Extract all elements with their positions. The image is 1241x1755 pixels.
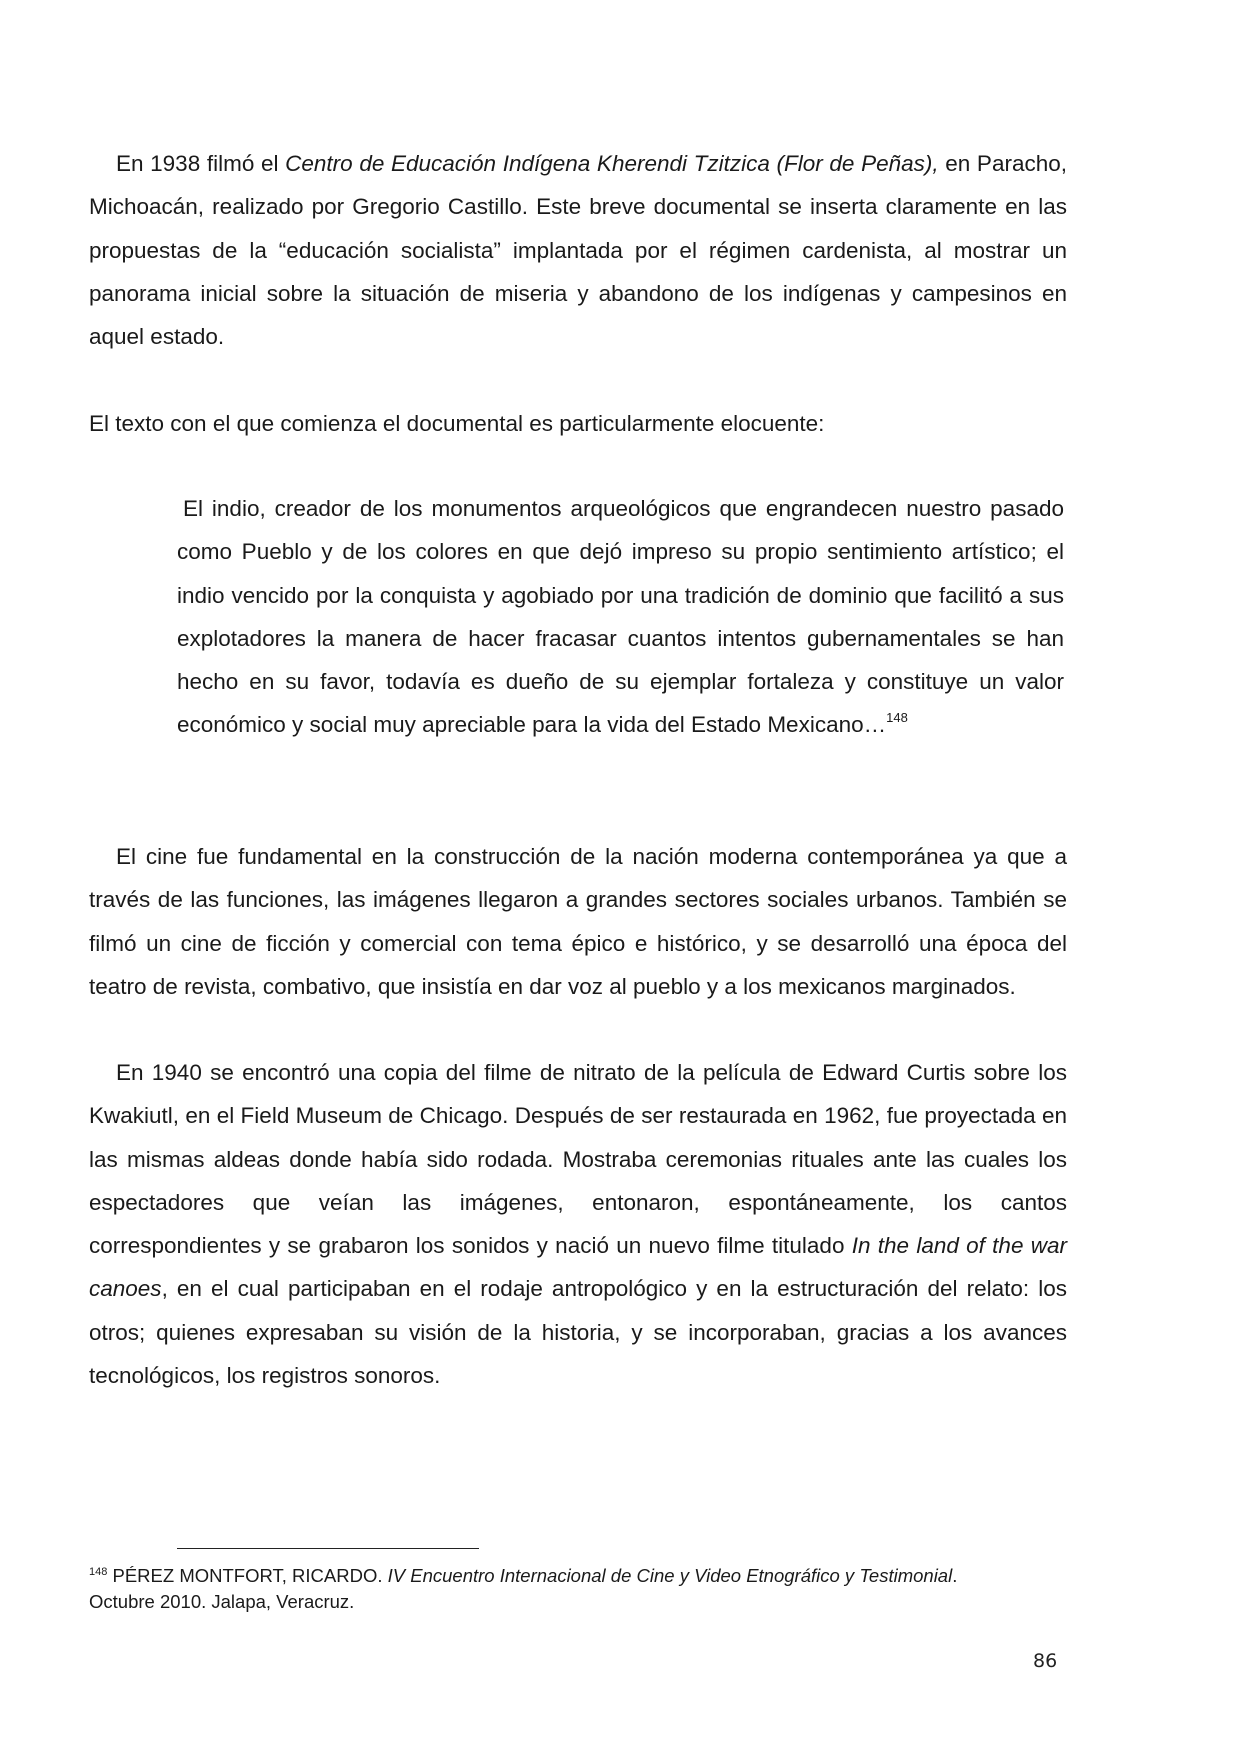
footnote-ref[interactable]: 148 bbox=[886, 710, 908, 726]
footnote-author: PÉREZ MONTFORT, RICARDO. bbox=[107, 1565, 388, 1586]
block-quote bbox=[177, 487, 1064, 747]
p1-text-end: en Paracho, Michoacán, realizado por Gregorio Castillo. Este breve documental se inserta claramente en las propuestas de la “educación socialista” implantada por el régimen cardenista, al mostrar un panorama inicial sobre la situación de miseria y abandono de los indígenas y campesinos en aquel estado. bbox=[89, 151, 1067, 350]
paragraph-1940-curtis bbox=[89, 1051, 1067, 1397]
quote-text: El indio, creador de los monumentos arqueológicos que engrandecen nuestro pasado como Pueblo y de los colores en que dejó impreso su propio sentimiento artístico; el indio vencido por la conquista y agobiado por una tradición de dominio que facilitó a sus explotadores la manera de hacer fracasar cuantos intentos gubernamentales se han hecho en su favor, todavía es dueño de su ejemplar fortaleza y constituye un valor económico y social muy apreciable para la vida del Estado Mexicano… bbox=[177, 496, 1064, 738]
paragraph-cinema-nation: El cine fue fundamental en la construcción de la nación moderna contemporánea ya que a través de las funciones, las imágenes llegaron a grandes sectores sociales urbanos. También se filmó un cine de ficción y comercial con tema épico e histórico, y se desarrolló una época del teatro de revista, combativo, que insistía en dar voz al pueblo y a los mexicanos marginados. bbox=[89, 844, 1067, 999]
p4-text-start: En 1940 se encontró una copia del filme de nitrato de la película de Edward Curtis sobre los Kwakiutl, en el Field Museum de Chicago. Después de ser restaurada en 1962, fue proyectada en las mismas aldeas donde había sido rodada. Mostraba ceremonias rituales ante las cuales los espectadores que veían las imágenes, entonaron, espontáneamente, los cantos correspondientes y se grabaron los sonidos y nació un nuevo filme titulado bbox=[89, 1060, 1067, 1259]
p1-text-start: En 1938 filmó el bbox=[116, 151, 286, 176]
p4-text-end: , en el cual participaban en el rodaje antropológico y en la estructuración del relato: los otros; quienes expresaban su visión de la historia, y se incorporaban, gracias a los avances tecnológicos, los registros sonoros. bbox=[89, 1276, 1067, 1389]
page-number: 86 bbox=[1033, 1650, 1058, 1672]
paragraph-intro-quote: El texto con el que comienza el documental es particularmente elocuente: bbox=[89, 411, 825, 436]
footnote-separator bbox=[177, 1548, 479, 1549]
p4-film-title: In the land of the war canoes bbox=[89, 1233, 1067, 1302]
p1-film-title: Centro de Educación Indígena Kherendi Tzitzica (Flor de Peñas), bbox=[285, 151, 939, 176]
paragraph-1938-film bbox=[89, 142, 1067, 358]
footnote-title: IV Encuentro Internacional de Cine y Video Etnográfico y Testimonial bbox=[387, 1565, 953, 1586]
footnote-number: 148 bbox=[89, 1566, 108, 1578]
footnote-rest: . Octubre 2010. Jalapa, Veracruz. bbox=[89, 1565, 958, 1612]
footnote bbox=[89, 1563, 989, 1615]
